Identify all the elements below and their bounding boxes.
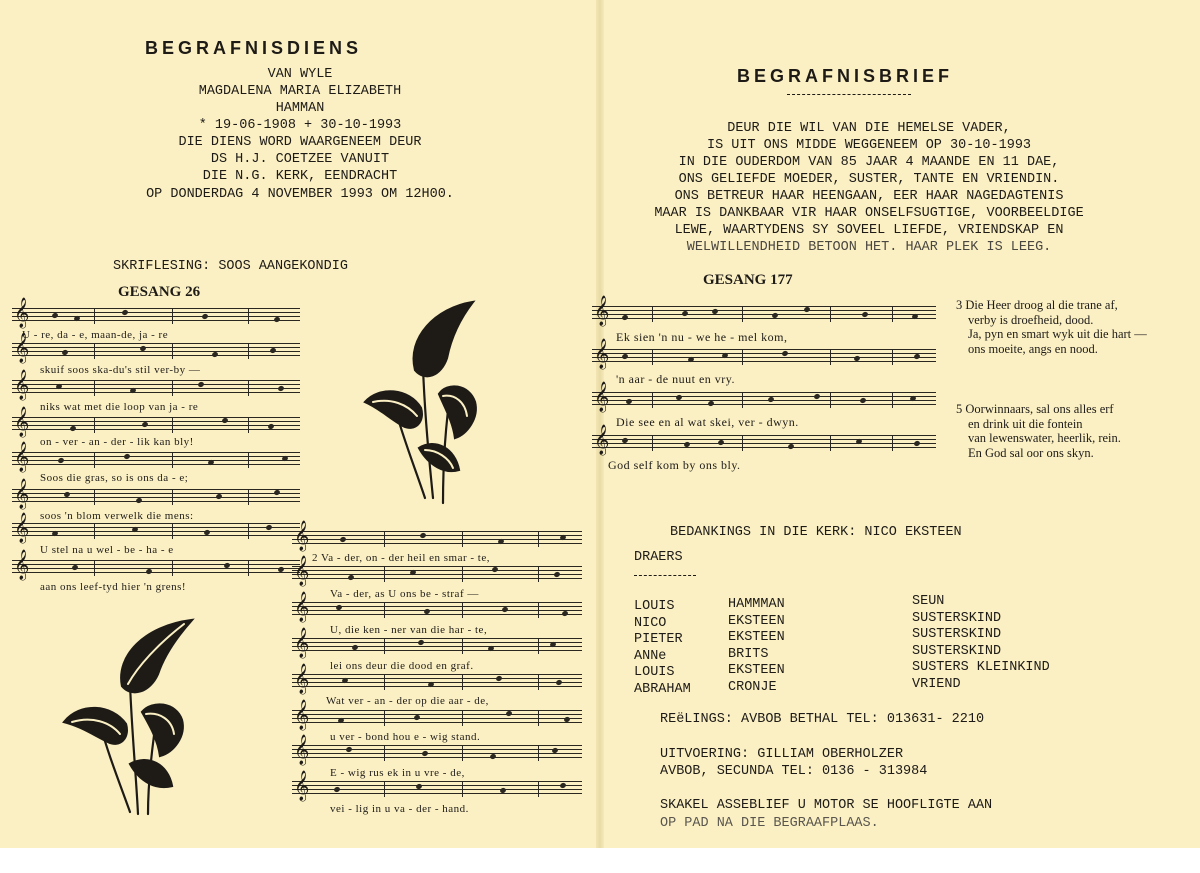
- header-line: HAMMAN: [275, 101, 325, 116]
- skakel-line-2: OP PAD NA DIE BEGRAAFPLAAS.: [660, 816, 879, 831]
- hymn-lyric: aan ons leef-tyd hier 'n grens!: [40, 581, 187, 593]
- hymn-lyric: U - re, da - e, maan-de, ja - re: [22, 329, 169, 341]
- hymn-lyric: U stel na u wel - be - ha - e: [40, 544, 174, 556]
- music-staff: [292, 674, 582, 690]
- hymn-lyric: U, die ken - ner van die har - te,: [330, 624, 488, 636]
- hymn-lyric: 2 Va - der, on - der heil en smar - te,: [312, 552, 490, 564]
- verse-line: ons moeite, angs en nood.: [968, 341, 1098, 356]
- header-line: DS H.J. COETZEE VANUIT: [210, 152, 390, 167]
- letter-line: WELWILLENDHEID BETOON HET. HAAR PLEK IS LEEG.: [686, 240, 1052, 255]
- music-staff: [592, 306, 936, 322]
- music-staff: [292, 602, 582, 618]
- header-line: DIE DIENS WORD WAARGENEEM DEUR: [178, 135, 422, 150]
- letter-line: IS UIT ONS MIDDE WEGGENEEM OP 30-10-1993: [706, 138, 1032, 153]
- title-underline: [787, 94, 911, 95]
- draer-relation: SEUN: [912, 594, 945, 609]
- hymn-lyric: on - ver - an - der - lik kan bly!: [40, 436, 194, 448]
- draer-surname: EKSTEEN: [728, 613, 785, 629]
- music-staff: [292, 710, 582, 726]
- letter-line: LEWE, WAARTYDENS SY SOVEEL LIEFDE, VRIENDSKAP EN: [674, 223, 1064, 238]
- draer-surname: EKSTEEN: [728, 630, 785, 645]
- hymn-lyric: u ver - bond hou e - wig stand.: [330, 731, 481, 743]
- header-line: DIE N.G. KERK, EENDRACHT: [202, 169, 398, 184]
- verse-line: van lewenswater, heerlik, rein.: [968, 431, 1121, 445]
- draers-relations: [912, 594, 1050, 693]
- draer-first-name: ABRAHAM: [634, 681, 691, 697]
- draer-relation: SUSTERSKIND: [912, 643, 1002, 659]
- music-staff: [12, 489, 300, 505]
- hymn-lyric: lei ons deur die dood en graf.: [330, 660, 474, 672]
- music-staff: [12, 343, 300, 359]
- music-staff: [292, 638, 582, 654]
- hymn-lyric: Wat ver - an - der op die aar - de,: [326, 695, 489, 707]
- music-staff: [292, 566, 582, 582]
- calla-lily-illustration-top: [355, 298, 495, 508]
- music-staff: [292, 781, 582, 797]
- header-line: MAGDALENA MARIA ELIZABETH: [198, 84, 402, 99]
- music-staff: [592, 349, 936, 365]
- verse-line: Ja, pyn en smart wyk uit die hart —: [968, 327, 1147, 341]
- reelings-line: REëLINGS: AVBOB BETHAL TEL: 013631- 2210: [660, 712, 985, 727]
- hymn-lyric: Va - der, as U ons be - straf —: [330, 588, 479, 600]
- draer-relation: SUSTERSKIND: [912, 610, 1002, 626]
- skakel-line: SKAKEL ASSEBLIEF U MOTOR SE HOOFLIGTE AAN: [660, 798, 993, 813]
- music-staff: [12, 523, 300, 539]
- hymn-title-177: GESANG 177: [703, 272, 793, 288]
- draers-first-names: [634, 599, 691, 698]
- verse-line: En God sal oor ons skyn.: [968, 445, 1094, 460]
- letter-line: DEUR DIE WIL VAN DIE HEMELSE VADER,: [727, 121, 1011, 136]
- hymn-lyric: skuif soos ska-du's stil ver-by —: [40, 364, 201, 376]
- draer-first-name: NICO: [634, 615, 667, 631]
- draers-label: DRAERS: [634, 550, 683, 565]
- hymn-lyric: Die see en al wat skei, ver - dwyn.: [616, 415, 799, 429]
- calla-lily-illustration-bottom: [60, 614, 200, 819]
- hymn-lyric: 'n aar - de nuut en vry.: [616, 372, 736, 386]
- music-staff: [592, 392, 936, 408]
- skriflesing-line: SKRIFLESING: SOOS AANGEKONDIG: [113, 259, 348, 274]
- draer-first-name: ANNe: [634, 648, 667, 664]
- header-line: OP DONDERDAG 4 NOVEMBER 1993 OM 12H00.: [146, 187, 454, 202]
- music-staff: [292, 745, 582, 761]
- bedankings-line: BEDANKINGS IN DIE KERK: NICO EKSTEEN: [670, 525, 962, 540]
- draer-first-name: LOUIS: [634, 599, 675, 614]
- verse-line: en drink uit die fontein: [968, 416, 1083, 431]
- music-staff: [592, 435, 936, 451]
- letter-line: ONS BETREUR HAAR HEENGAAN, EER HAAR NAGEDAGTENIS: [674, 189, 1064, 204]
- uitvoering-line: UITVOERING: GILLIAM OBERHOLZER: [660, 747, 904, 762]
- draers-underline: [634, 575, 696, 576]
- verse-line: 5 Oorwinnaars, sal ons alles erf: [956, 402, 1114, 416]
- letter-line: MAAR IS DANKBAAR VIR HAAR ONSELFSUGTIGE, VOORBEELDIGE: [654, 206, 1084, 221]
- draer-first-name: LOUIS: [634, 665, 675, 680]
- verse-5: [956, 402, 1121, 460]
- hymn-lyric: soos 'n blom verwelk die mens:: [40, 510, 194, 522]
- draer-surname: CRONJE: [728, 679, 777, 695]
- letter-line: ONS GELIEFDE MOEDER, SUSTER, TANTE EN VRIENDIN.: [678, 172, 1060, 187]
- draers-surnames: [728, 597, 785, 696]
- draer-relation: VRIEND: [912, 676, 961, 692]
- right-title: BEGRAFNISBRIEF: [737, 66, 954, 86]
- left-title: BEGRAFNISDIENS: [145, 38, 363, 58]
- uitvoering-contact-line: AVBOB, SECUNDA TEL: 0136 - 313984: [660, 764, 928, 779]
- music-staff: [292, 531, 582, 547]
- verse-line: 3 Die Heer droog al die trane af,: [956, 298, 1118, 312]
- hymn-lyric: E - wig rus ek in u vre - de,: [330, 767, 465, 779]
- hymn-title-26: GESANG 26: [118, 284, 201, 300]
- header-line: VAN WYLE: [267, 67, 333, 82]
- music-staff: [12, 308, 300, 324]
- music-staff: [12, 380, 300, 396]
- music-staff: [12, 452, 300, 468]
- draer-relation: SUSTERS KLEINKIND: [912, 660, 1050, 675]
- hymn-lyric: vei - lig in u va - der - hand.: [330, 803, 469, 815]
- hymn-lyric: God self kom by ons bly.: [608, 458, 741, 472]
- draer-surname: EKSTEEN: [728, 663, 785, 678]
- header-line: * 19-06-1908 + 30-10-1993: [198, 118, 402, 133]
- music-staff: [12, 560, 300, 576]
- hymn-lyric: niks wat met die loop van ja - re: [40, 401, 199, 413]
- letter-line: IN DIE OUDERDOM VAN 85 JAAR 4 MAANDE EN 11 DAE,: [678, 155, 1060, 170]
- verse-3: [956, 298, 1147, 356]
- draer-surname: HAMMMAN: [728, 597, 785, 612]
- hymn-lyric: Soos die gras, so is ons da - e;: [40, 472, 189, 484]
- hymn-lyric: Ek sien 'n nu - we he - mel kom,: [616, 330, 788, 344]
- draer-surname: BRITS: [728, 646, 769, 662]
- draer-relation: SUSTERSKIND: [912, 627, 1002, 642]
- verse-line: verby is droefheid, dood.: [968, 312, 1094, 327]
- music-staff: [12, 417, 300, 433]
- draer-first-name: PIETER: [634, 632, 683, 647]
